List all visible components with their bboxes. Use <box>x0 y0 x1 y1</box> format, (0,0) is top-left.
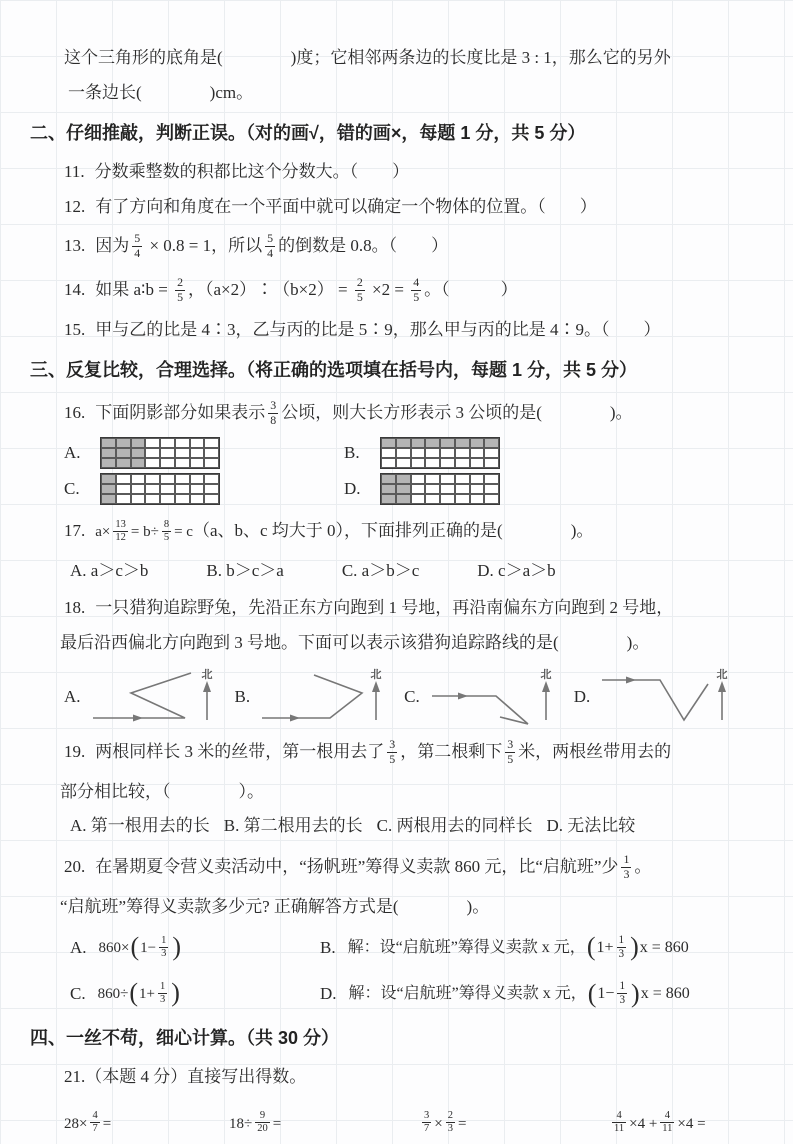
grid-cell <box>204 448 219 458</box>
big-paren: ( <box>129 978 138 1008</box>
question-16-option-b <box>344 437 624 469</box>
big-paren: ( <box>587 978 597 1008</box>
diagram-c-label: C. <box>404 687 420 706</box>
question-12-number: 12. <box>64 197 86 216</box>
q20-option-c-formula: 860÷ ( 1+ $\frac{1}{3}$ ) <box>98 974 181 1014</box>
diagram-d-label: D. <box>573 687 591 706</box>
option-a-label: A. <box>64 443 81 462</box>
option-a-label: A. <box>70 938 87 958</box>
grid-cell <box>160 448 175 458</box>
route-diagram-b <box>256 666 390 728</box>
grid-cell <box>190 438 205 448</box>
option-c-label: C. <box>64 479 80 498</box>
grid-cell <box>396 438 411 448</box>
grid-cell <box>484 484 499 494</box>
grid-cell <box>455 494 470 504</box>
q18-diagram-a <box>64 666 221 728</box>
q18-diagram-b <box>235 666 391 728</box>
fraction: $\frac{1}{3}$ <box>618 933 625 960</box>
grid-cell <box>470 458 485 468</box>
question-16-option-d <box>344 473 624 505</box>
grid-cell <box>131 474 146 484</box>
grid-cell <box>440 484 455 494</box>
question-17-text: （a、b、c 均大于 0），下面排列正确的是( )。 <box>192 521 594 540</box>
question-19-text-1: 两根同样长 3 米的丝带，第一根用去了 $\frac{3}{5}$ ，第二根剩下 $\frac{3}{5}$ 米，两根丝带用去的 <box>95 736 672 766</box>
north-label: 北 <box>540 669 552 681</box>
question-20-line-2: “启航班”筹得义卖款多少元? 正确解答方式是( )。 <box>60 897 490 916</box>
route-diagram-a <box>87 666 221 728</box>
grid-cell <box>204 474 219 484</box>
fill-question-line-2: 一条边长( )cm。 <box>68 83 254 102</box>
option-b-label: B. <box>344 443 360 462</box>
question-16-option-c <box>64 473 344 505</box>
q17-option-c: C. a＞b＞c <box>341 561 420 580</box>
grid-cell <box>116 438 131 448</box>
route-diagram-c <box>426 666 560 728</box>
grid-cell <box>131 494 146 504</box>
grid-cell <box>190 458 205 468</box>
question-16-options-row-2 <box>64 473 765 505</box>
grid-cell <box>425 438 440 448</box>
question-17-formula: a× $\frac{13}{12}$ = b÷ $\frac{8}{5}$ = c <box>95 519 193 544</box>
fraction: $\frac{4}{11}$ <box>614 1110 625 1135</box>
grid-cell <box>160 458 175 468</box>
q19-option-d: D. 无法比较 <box>546 816 636 835</box>
question-13 <box>30 224 765 268</box>
grid-cell <box>396 484 411 494</box>
grid-cell <box>160 474 175 484</box>
fraction: $\frac{5}{4}$ <box>267 230 274 260</box>
grid-cell <box>396 458 411 468</box>
question-21-expressions <box>64 1104 765 1144</box>
grid-cell <box>190 494 205 504</box>
big-paren: ) <box>631 978 640 1008</box>
question-19-line-2: 部分相比较，（ ）。 <box>60 782 264 801</box>
grid-cell <box>101 494 116 504</box>
fraction: $\frac{4}{7}$ <box>92 1110 98 1135</box>
grid-cell <box>101 448 116 458</box>
grid-cell <box>455 458 470 468</box>
fraction: $\frac{13}{12}$ <box>115 519 126 544</box>
choice-grid-d <box>380 473 500 505</box>
route-diagram-d <box>596 666 730 728</box>
grid-cell <box>470 484 485 494</box>
fraction: $\frac{3}{5}$ <box>389 736 396 766</box>
question-13-text: 因为 $\frac{5}{4}$ × 0.8 = 1，所以 $\frac{5}{4}$ 的倒数是 0.8。（ ） <box>95 230 449 260</box>
grid-cell <box>131 484 146 494</box>
section-3-heading: 三、反复比较，合理选择。（将正确的选项填在括号内，每题 1 分，共 5 分） <box>30 360 638 380</box>
choice-grid-a <box>100 437 220 469</box>
question-16-number: 16. <box>64 403 86 422</box>
grid-cell <box>484 458 499 468</box>
question-16 <box>30 391 765 435</box>
grid-cell <box>131 458 146 468</box>
grid-cell <box>204 438 219 448</box>
grid-cell <box>204 484 219 494</box>
grid-cell <box>175 448 190 458</box>
question-11-number: 11. <box>64 162 85 181</box>
grid-cell <box>411 458 426 468</box>
fraction: $\frac{1}{3}$ <box>623 851 630 881</box>
question-19-options <box>70 809 765 843</box>
q20-option-d-formula: 解：设“启航班”筹得义卖款 x 元，(1− $\frac{1}{3}$ )x = 860 <box>348 978 690 1008</box>
grid-cell <box>131 438 146 448</box>
grid-cell <box>160 484 175 494</box>
question-20-options-row-1 <box>70 928 765 968</box>
question-17 <box>30 509 765 554</box>
grid-cell <box>190 474 205 484</box>
question-12 <box>30 189 765 224</box>
grid-cell <box>440 474 455 484</box>
option-d-label: D. <box>320 984 337 1004</box>
grid-cell <box>396 448 411 458</box>
grid-cell <box>396 474 411 484</box>
grid-cell <box>484 494 499 504</box>
q17-option-a: A. a＞c＞b <box>70 561 149 580</box>
q20-option-b <box>320 928 689 968</box>
grid-cell <box>484 438 499 448</box>
grid-cell <box>440 448 455 458</box>
fraction: $\frac{3}{5}$ <box>507 736 514 766</box>
grid-cell <box>470 438 485 448</box>
choice-grid-c <box>100 473 220 505</box>
question-16-text: 下面阴影部分如果表示 $\frac{3}{8}$ 公顷，则大长方形表示 3 公顷的是( )。 <box>95 397 633 427</box>
grid-cell <box>101 474 116 484</box>
q21-expression-2: 18÷ $\frac{9}{20}$ = <box>229 1110 282 1135</box>
q20-option-a-formula: 860× ( 1− $\frac{1}{3}$ ) <box>99 928 183 968</box>
fraction: $\frac{3}{7}$ <box>424 1110 430 1135</box>
grid-cell <box>425 494 440 504</box>
fraction: $\frac{8}{5}$ <box>163 519 170 544</box>
grid-cell <box>455 448 470 458</box>
fraction: $\frac{9}{20}$ <box>257 1110 268 1135</box>
north-label: 北 <box>370 669 382 681</box>
fraction: $\frac{4}{5}$ <box>413 274 420 304</box>
grid-cell <box>411 438 426 448</box>
grid-cell <box>425 448 440 458</box>
section-4-heading: 四、一丝不苟，细心计算。（共 30 分） <box>30 1027 340 1048</box>
grid-cell <box>190 484 205 494</box>
q18-diagram-d <box>574 666 731 728</box>
grid-cell <box>411 494 426 504</box>
grid-cell <box>101 438 116 448</box>
grid-cell <box>381 484 396 494</box>
q19-option-c: C. 两根用去的同样长 <box>376 816 533 835</box>
q20-option-a <box>70 928 320 968</box>
question-11-text: 分数乘整数的积都比这个分数大。（ ） <box>94 162 410 181</box>
fraction: $\frac{2}{5}$ <box>356 274 363 304</box>
grid-cell <box>175 484 190 494</box>
grid-cell <box>116 448 131 458</box>
option-b-label: B. <box>320 938 336 958</box>
grid-cell <box>145 438 160 448</box>
question-18-line-1 <box>30 590 765 625</box>
big-paren: ( <box>130 932 140 962</box>
question-19-line-1 <box>30 730 765 774</box>
question-20-options-row-2 <box>70 974 765 1014</box>
q17-option-b: B. b＞c＞a <box>206 561 284 580</box>
question-14-text: 如果 a∶b = $\frac{2}{5}$ ，（a×2）∶（b×2） = $\frac{2}{5}$ ×2 = $\frac{4}{5}$ 。（ ） <box>95 274 518 304</box>
fraction: $\frac{1}{3}$ <box>159 980 166 1005</box>
grid-cell <box>116 474 131 484</box>
q21-expression-4: $\frac{4}{11}$ ×4 + $\frac{4}{11}$ ×4 = <box>614 1110 706 1135</box>
grid-cell <box>425 484 440 494</box>
grid-cell <box>455 438 470 448</box>
grid-cell <box>190 448 205 458</box>
big-paren: ) <box>172 932 182 962</box>
grid-cell <box>101 458 116 468</box>
q20-option-d <box>320 974 690 1014</box>
question-16-options-row-1 <box>64 437 765 469</box>
diagram-a-label: A. <box>64 687 81 706</box>
question-18-text-1: 一只猎狗追踪野兔，先沿正东方向跑到 1 号地，再沿南偏东方向跑到 2 号地， <box>95 598 674 617</box>
question-14-number: 14. <box>64 280 86 299</box>
grid-cell <box>175 494 190 504</box>
fraction: $\frac{1}{3}$ <box>161 934 167 959</box>
big-paren: ) <box>630 932 639 962</box>
grid-cell <box>145 474 160 484</box>
big-paren: ( <box>586 932 596 962</box>
q19-option-b: B. 第二根用去的长 <box>223 816 363 835</box>
q21-expression-1: 28× $\frac{4}{7}$ = <box>64 1110 112 1135</box>
choice-grid-b <box>380 437 500 469</box>
grid-cell <box>145 494 160 504</box>
section-2-heading: 二、仔细推敲，判断正误。（对的画√，错的画×，每题 1 分，共 5 分） <box>30 123 586 143</box>
q19-option-a: A. 第一根用去的长 <box>70 816 210 835</box>
fraction: $\frac{4}{11}$ <box>662 1110 673 1135</box>
grid-cell <box>116 458 131 468</box>
grid-cell <box>425 474 440 484</box>
grid-cell <box>204 494 219 504</box>
grid-cell <box>175 458 190 468</box>
question-15-text: 甲与乙的比是 4∶3，乙与丙的比是 5∶9，那么甲与丙的比是 4∶9。（ ） <box>95 320 661 339</box>
grid-cell <box>160 494 175 504</box>
grid-cell <box>455 474 470 484</box>
question-20-line-1 <box>30 845 765 889</box>
grid-cell <box>470 494 485 504</box>
grid-cell <box>381 458 396 468</box>
question-19-number: 19. <box>64 742 86 761</box>
grid-cell <box>145 448 160 458</box>
grid-cell <box>381 438 396 448</box>
q17-option-d: D. c＞a＞b <box>477 561 556 580</box>
option-d-label: D. <box>344 479 361 498</box>
question-15 <box>30 312 765 347</box>
question-18-line-2: 最后沿西偏北方向跑到 3 号地。下面可以表示该猎狗追踪路线的是( )。 <box>60 633 650 652</box>
question-18-diagrams <box>64 666 765 728</box>
grid-cell <box>396 494 411 504</box>
grid-cell <box>484 448 499 458</box>
fraction: $\frac{5}{4}$ <box>134 230 141 260</box>
grid-cell <box>440 494 455 504</box>
fill-question-line-1: 这个三角形的底角是( )度；它相邻两条边的长度比是 3 : 1，那么它的另外 <box>64 48 671 67</box>
question-20-text-1: 在暑期夏令营义卖活动中，“扬帆班”筹得义卖款 860 元，比“启航班”少 $\frac{1}{3}$ 。 <box>95 851 652 881</box>
question-11 <box>30 154 765 189</box>
fraction: $\frac{2}{3}$ <box>447 1110 453 1135</box>
fraction: $\frac{3}{8}$ <box>270 397 277 427</box>
fraction: $\frac{2}{5}$ <box>177 274 184 304</box>
question-14 <box>30 268 765 312</box>
grid-cell <box>175 438 190 448</box>
grid-cell <box>470 474 485 484</box>
question-13-number: 13. <box>64 236 86 255</box>
grid-cell <box>484 474 499 484</box>
grid-cell <box>175 474 190 484</box>
grid-cell <box>160 438 175 448</box>
question-20-number: 20. <box>64 857 86 876</box>
grid-cell <box>145 458 160 468</box>
grid-cell <box>204 458 219 468</box>
north-label: 北 <box>716 669 728 681</box>
question-18-number: 18. <box>64 598 86 617</box>
grid-cell <box>411 484 426 494</box>
grid-cell <box>425 458 440 468</box>
grid-cell <box>470 448 485 458</box>
big-paren: ) <box>171 978 180 1008</box>
grid-cell <box>381 474 396 484</box>
grid-cell <box>131 448 146 458</box>
grid-cell <box>381 448 396 458</box>
grid-cell <box>101 484 116 494</box>
question-16-option-a <box>64 437 344 469</box>
grid-cell <box>455 484 470 494</box>
question-21-title: 21.（本题 4 分）直接写出得数。 <box>64 1066 307 1086</box>
grid-cell <box>440 458 455 468</box>
north-label: 北 <box>201 669 213 681</box>
question-17-number: 17. <box>64 521 86 540</box>
grid-cell <box>381 494 396 504</box>
fraction: $\frac{1}{3}$ <box>619 980 626 1007</box>
diagram-b-label: B. <box>234 687 251 706</box>
grid-cell <box>411 474 426 484</box>
question-15-number: 15. <box>64 320 86 339</box>
option-c-label: C. <box>70 984 86 1004</box>
question-17-options <box>70 554 765 588</box>
grid-cell <box>145 484 160 494</box>
q21-expression-3: $\frac{3}{7}$ × $\frac{2}{3}$ = <box>424 1110 467 1135</box>
question-12-text: 有了方向和角度在一个平面中就可以确定一个物体的位置。（ ） <box>95 197 597 216</box>
grid-cell <box>440 438 455 448</box>
grid-cell <box>116 484 131 494</box>
q18-diagram-c <box>404 666 560 728</box>
grid-cell <box>116 494 131 504</box>
q20-option-c <box>70 974 320 1014</box>
q20-option-b-formula: 解：设“启航班”筹得义卖款 x 元，(1+ $\frac{1}{3}$ )x = 860 <box>347 932 689 962</box>
grid-cell <box>411 448 426 458</box>
